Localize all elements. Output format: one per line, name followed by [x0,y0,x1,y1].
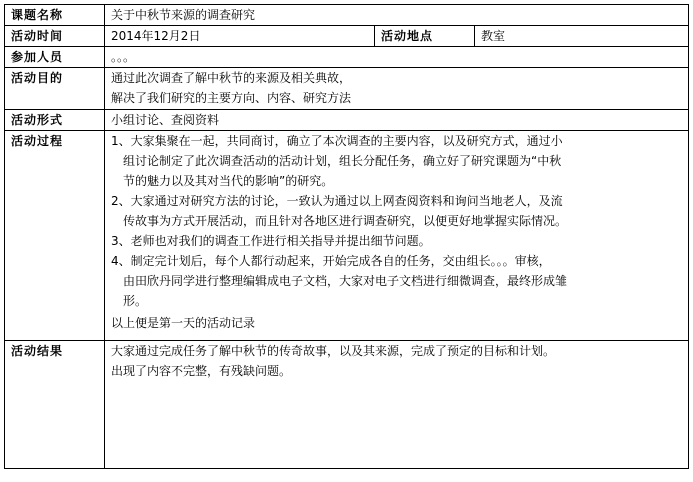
row-result [5,341,689,469]
step-number: 3、 [111,234,131,248]
step-line: 组讨论制定了此次调查活动的活动计划，组长分配任务，确立好了研究课题为“中秋 [123,154,562,168]
result-label: 活动结果 [5,341,105,469]
topic-value: 关于中秋节来源的调查研究 [105,5,689,26]
form-value: 小组讨论、查阅资料 [105,110,689,131]
step-line: 传故事为方式开展活动，而且针对各地区进行调查研究，以便更好地掌握实际情况。 [123,214,568,228]
process-step-2 [111,191,682,231]
purpose-label: 活动目的 [5,68,105,110]
process-value [105,131,689,341]
purpose-line: 解决了我们研究的主要方向、内容、研究方法 [111,91,352,105]
step-line: 大家通过对研究方法的讨论，一致认为通过以上网查阅资料和询问当地老人，及流 [130,194,563,208]
topic-label: 课题名称 [5,5,105,26]
step-line: 大家集聚在一起，共同商讨，确立了本次调查的主要内容，以及研究方式，通过小 [130,134,563,148]
result-value [105,341,689,469]
result-line: 大家通过完成任务了解中秋节的传奇故事，以及其来源，完成了预定的目标和计划。 [111,344,556,358]
step-line: 形。 [123,294,148,308]
process-label: 活动过程 [5,131,105,341]
place-label: 活动地点 [375,26,475,47]
time-label: 活动时间 [5,26,105,47]
process-summary: 以上便是第一天的活动记录 [111,316,256,330]
form-label: 活动形式 [5,110,105,131]
result-line: 出现了内容不完整，有残缺问题。 [111,364,292,378]
step-line: 制定完计划后，每个人都行动起来，开始完成各自的任务，交由组长。。。审核， [130,254,551,268]
row-members [5,47,689,68]
row-purpose [5,68,689,110]
time-value: 2014年12月2日 [105,26,375,47]
place-value: 教室 [475,26,689,47]
purpose-line: 通过此次调查了解中秋节的来源及相关典故， [111,71,352,85]
step-number: 1、 [111,134,131,148]
row-form [5,110,689,131]
members-value: 。。。 [105,47,689,68]
members-label: 参加人员 [5,47,105,68]
step-number: 4、 [111,254,131,268]
process-step-3 [111,231,682,251]
row-process [5,131,689,341]
row-time-place [5,26,689,47]
step-number: 2、 [111,194,131,208]
process-step-1 [111,131,682,191]
process-step-4 [111,251,682,311]
step-line: 节的魅力以及其对当代的影响”的研究。 [123,174,334,188]
activity-record-table [4,4,689,469]
purpose-value [105,68,689,110]
row-topic [5,5,689,26]
step-line: 老师也对我们的调查工作进行相关指导并提出细节问题。 [130,234,431,248]
step-line: 由田欣丹同学进行整理编辑成电子文档，大家对电子文档进行细微调查，最终形成雏 [123,274,568,288]
